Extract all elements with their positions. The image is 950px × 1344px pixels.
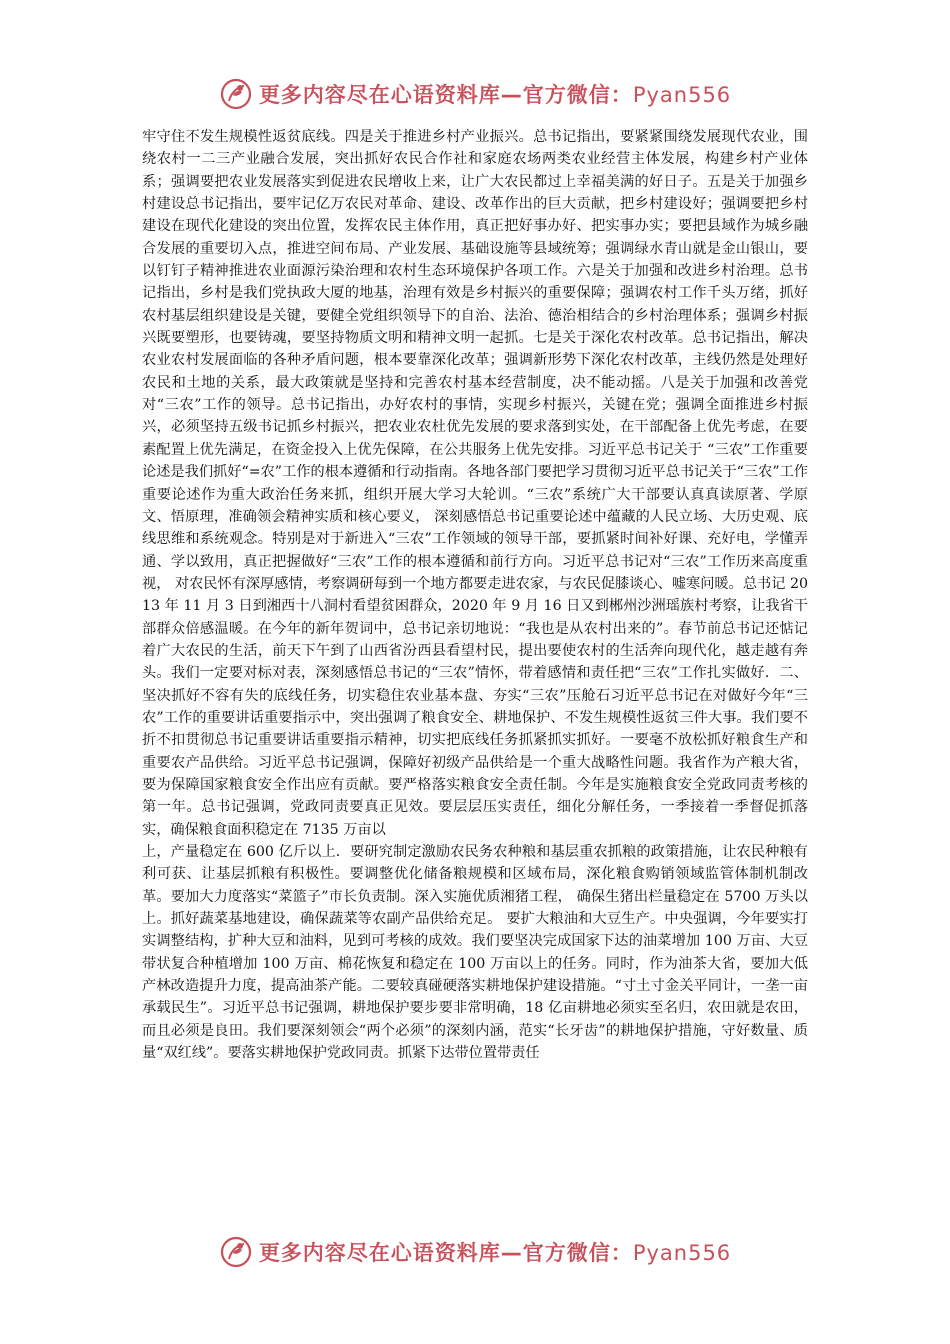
rose-logo-icon [219,1235,253,1269]
body-paragraph: 牢守住不发生规模性返贫底线。四是关于推进乡村产业振兴。总书记指出，要紧紧围绕发展现代农业，围绕农村一二三产业融合发展，突出抓好农民合作社和家庭农场两类农业经营主体发展，构建乡村产业体系；强调要把农业发展落实到促进农民增收上来，让广大农民都过上幸福美满的好日子。五是关于加强乡村建设总书记指出，要牢记亿万农民对革命、建设、改革作出的巨大贡献，把乡村建设好；强调要把乡村建设在现代化建设的突出位置，发挥农民主体作用，真正把好事办好、把实事办实；要把县域作为城乡融合发展的重要切入点，推进空间布局、产业发展、基础设施等县域统筹；强调绿水青山就是金山银山，要以钉钉子精神推进农业面源污染治理和农村生态环境保护各项工作。六是关于加强和改进乡村治理。总书记指出，乡村是我们党执政大厦的地基，治理有效是乡村振兴的重要保障；强调农村工作千头万绪，抓好农村基层组织建设是关键，要健全党组织领导下的自治、法治、德治相结合的乡村治理体系；强调乡村振兴既要塑形，也要铸魂，要坚持物质文明和精神文明一起抓。七是关于深化农村改革。总书记指出，解决农业农村发展面临的各种矛盾问题，根本要靠深化改革；强调新形势下深化农村改革，主线仍然是处理好农民和土地的关系，最大政策就是坚持和完善农村基本经营制度，决不能动摇。八是关于加强和改善党对“三农”工作的领导。总书记指出，办好农村的事情，实现乡村振兴，关键在党；强调全面推进乡村振兴，必须坚持五级书记抓乡村振兴，把农业农杜优先发展的要求落到实处，在干部配备上优先考虑，在要素配置上优先满足，在资金投入上优先保障，在公共服务上优先安排。习近平总书记关于 “三农”工作重要论述是我们抓好“=农”工作的根本遵循和行动指南。各地各部门要把学习贯彻习近平总书记关于“三农”工作重要论述作为重大政治任务来抓，组织开展大学习大轮训。“三农”系统广大干部要认真真读原著、学原文、悟原理，准确领会精神实质和核心要义， 深刻感悟总书记重要论述中蕴藏的人民立场、大历史观、底线思维和系统观念。特别是对于新进入“三农”工作领域的领导干部，要抓紧时间补好课、充好电，学懂弄通、学以致用，真正把握做好“三农”工作的根本遵循和前行方向。习近平总书记对“三农”工作历来高度重视， 对农民怀有深厚感情，考察调研每到一个地方都要走进农家，与农民促膝谈心、嘘寒问暖。总书记 2013 年 11 月 3 日到湘西十八洞村看望贫困群众，2020 年 9 月 16 日又到郴州沙洲瑶族村考察，让我省干部群众倍感温暖。在今年的新年贺词中，总书记亲切地说：“我也是从农村出来的”。春节前总书记还惦记着广大农民的生活，前天下午到了山西省汾西县看望村民，提出要使农村的生活奔向现代化，越走越有奔头。我们一定要对标对表，深刻感悟总书记的“三农”情怀，带着感情和责任把“三农”工作扎实做好．二、坚决抓好不容有失的底线任务，切实稳住农业基本盘、夯实“三农”压舱石习近平总书记在对做好今年“三农”工作的重要讲话重要指示中，突出强调了粮食安全、耕地保护、不发生规模性返贫三件大事。我们要不折不扣贯彻总书记重要讲话重要指示精神，切实把底线任务抓紧抓实抓好。一要毫不放松抓好粮食生产和重要农产品供给。习近平总书记强调，保障好初级产品供给是一个重大战略性问题。我省作为产粮大省，要为保障国家粮食安全作出应有贡献。要严格落实粮食安全责任制。今年是实施粮食安全党政同责考核的第一年。总书记强调，党政同责要真正见效。要层层压实责任，细化分解任务，一季接着一季督促抓落实，确保粮食面积稳定在 7135 万亩以 [142,129,808,838]
rose-logo-icon [219,77,253,111]
body-paragraph: 上，产量稳定在 600 亿斤以上．要研究制定激励农民务农种粮和基层重农抓粮的政策措施，让农民种粮有利可获、让基层抓粮有积极性。要调整优化储备粮规模和区域布局，深化粮食购销领域监管体制机制改革。要加大力度落实“菜篮子”市长负责制。深入实施优质湘猪工程， 确保生猪出栏量稳定在 5700 万头以上。抓好蔬菜基地建设，确保蔬菜等农副产品供给充足。 要扩大粮油和大豆生产。中央强调，今年要实打实调整结构，扩种大豆和油料，见到可考核的成效。我们要坚决完成国家下达的油菜增加 100 万亩、大豆带状复合种植增加 100 万亩、棉花恢复和稳定在 100 万亩以上的任务。同时，作为油茶大省，要加大低产林改造提升力度，提高油茶产能。二要较真碰硬落实耕地保护建设措施。“寸土寸金关平同计，一垄一亩承载民生”。习近平总书记强调，耕地保护要步要非常明确，18 亿亩耕地必须实至名归，农田就是农田，而且必须是良田。我们要深刻领会“两个必须”的深刻内涵，范实“长牙齿”的耕地保护措施，守好数量、质量“双红线”。要落实耕地保护党政同责。抓紧下达带位置带责任 [142,844,808,1062]
banner-text: 更多内容尽在心语资料库—官方微信：Pyan556 [258,1241,732,1265]
document-body [142,126,808,1064]
banner-text: 更多内容尽在心语资料库—官方微信：Pyan556 [258,83,732,107]
footer-banner [0,1232,950,1272]
header-banner [0,74,950,114]
